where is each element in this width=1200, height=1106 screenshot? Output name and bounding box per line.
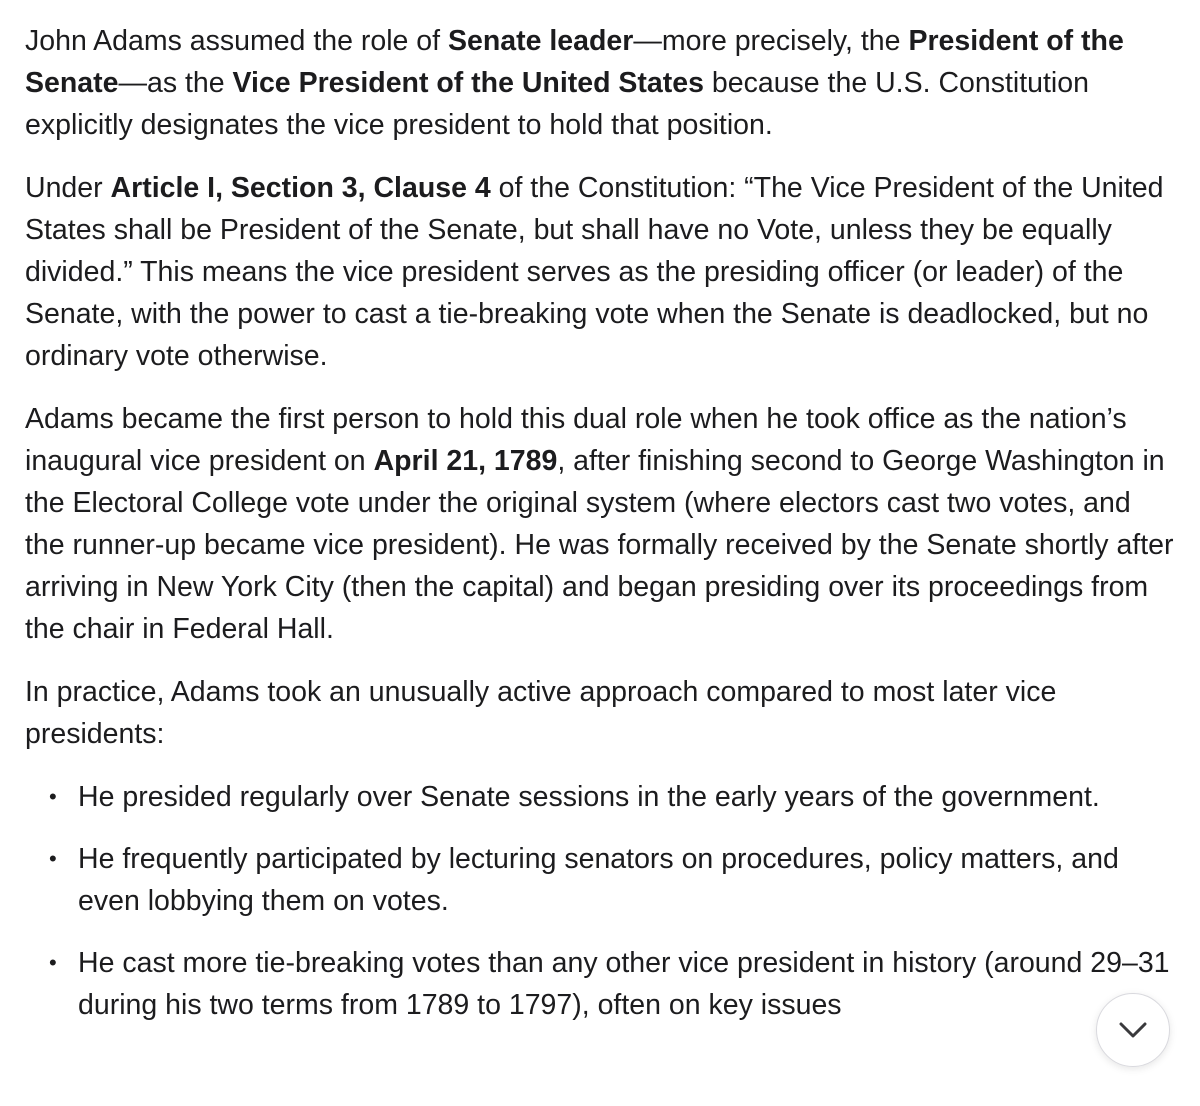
list-item-text: He presided regularly over Senate sessions in the early years of the government.	[78, 781, 1100, 813]
run-2-1: Under	[25, 172, 111, 204]
list-item	[25, 942, 1175, 1026]
bullet-dot: •	[49, 950, 57, 975]
run-4-1: In practice, Adams took an unusually active approach compared to most later vice presidents:	[25, 676, 1057, 750]
paragraph-4	[25, 671, 1175, 755]
chevron-down-icon	[1118, 1021, 1148, 1039]
run-3-2: April 21, 1789	[373, 445, 558, 477]
run-1-6: Vice President of the United States	[232, 67, 704, 99]
list-item	[25, 838, 1175, 922]
list-item-text: He frequently participated by lecturing senators on procedures, policy matters, and even lobbying them on votes.	[78, 843, 1119, 917]
paragraph-2	[25, 167, 1175, 377]
run-1-2: Senate leader	[448, 25, 634, 57]
run-1-3: —more precisely, the	[633, 25, 909, 57]
paragraph-3	[25, 398, 1175, 650]
run-1-7: because the U.S. Constitution explicitly designates the vice president to hold that position.	[25, 67, 1089, 141]
run-2-2: Article I, Section 3, Clause 4	[110, 172, 491, 204]
paragraph-1	[25, 20, 1175, 146]
list-item	[25, 776, 1175, 818]
bullet-dot: •	[49, 784, 57, 809]
run-2-3: of the Constitution: “The Vice President of the United States shall be President of the Senate, but shall have no Vote, unless they be equally divided.” This means the vice president serves as the presiding officer (or leader) of the Senate, with the power to cast a tie-breaking vote when the Senate is deadlocked, but no ordinary vote otherwise.	[25, 172, 1164, 372]
list-item-text: He cast more tie-breaking votes than any other vice president in history (around 29–31 during his two terms from 1789 to 1797), often on key issues	[78, 947, 1170, 1021]
run-1-4: President of the Senate	[25, 25, 1124, 99]
run-3-1: Adams became the first person to hold this dual role when he took office as the nation’s inaugural vice president on	[25, 403, 1127, 477]
bullet-dot: •	[49, 846, 57, 871]
run-1-1: John Adams assumed the role of	[25, 25, 448, 57]
response-text	[25, 20, 1175, 1046]
run-3-3: , after finishing second to George Washington in the Electoral College vote under the original system (where electors cast two votes, and the runner-up became vice president). He was formally received by the Senate shortly after arriving in New York City (then the capital) and began presiding over its proceedings from the chair in Federal Hall.	[25, 445, 1174, 645]
run-1-5: —as the	[118, 67, 233, 99]
scroll-to-bottom-button[interactable]	[1096, 993, 1170, 1067]
bullet-list	[25, 776, 1175, 1026]
